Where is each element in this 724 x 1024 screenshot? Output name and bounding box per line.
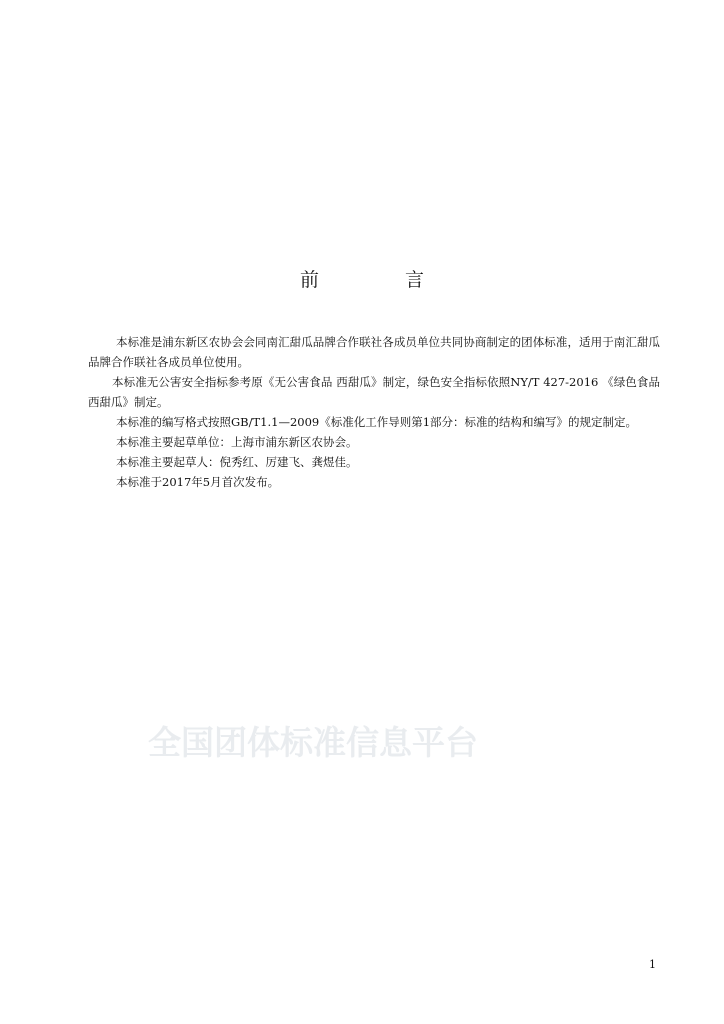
page-title: 前 言 [299, 269, 465, 291]
paragraph-drafting-unit: 本标准主要起草单位：上海市浦东新区农协会。 [116, 435, 358, 449]
document-body [88, 332, 660, 492]
paragraph-safety-indicators: 本标准无公害安全指标参考原《无公害食品 西甜瓜》制定，绿色安全指标依照NY/T 427-2016 《绿色食品 西甜瓜》制定。 [88, 375, 660, 409]
paragraph-format: 本标准的编写格式按照GB/T1.1—2009《标准化工作导则第1部分：标准的结构和编写》的规定制定。 [116, 415, 638, 429]
page-number: 1 [649, 958, 656, 971]
paragraph-scope: 本标准是浦东新区农协会会同南汇甜瓜品牌合作联社各成员单位共同协商制定的团体标准，适用于南汇甜瓜品牌合作联社各成员单位使用。 [88, 335, 660, 369]
paragraph-drafters: 本标准主要起草人：倪秀红、厉建飞、龚煜佳。 [116, 455, 358, 469]
watermark: 全国团体标准信息平台 [148, 723, 478, 762]
paragraph-release: 本标准于2017年5月首次发布。 [116, 475, 280, 489]
